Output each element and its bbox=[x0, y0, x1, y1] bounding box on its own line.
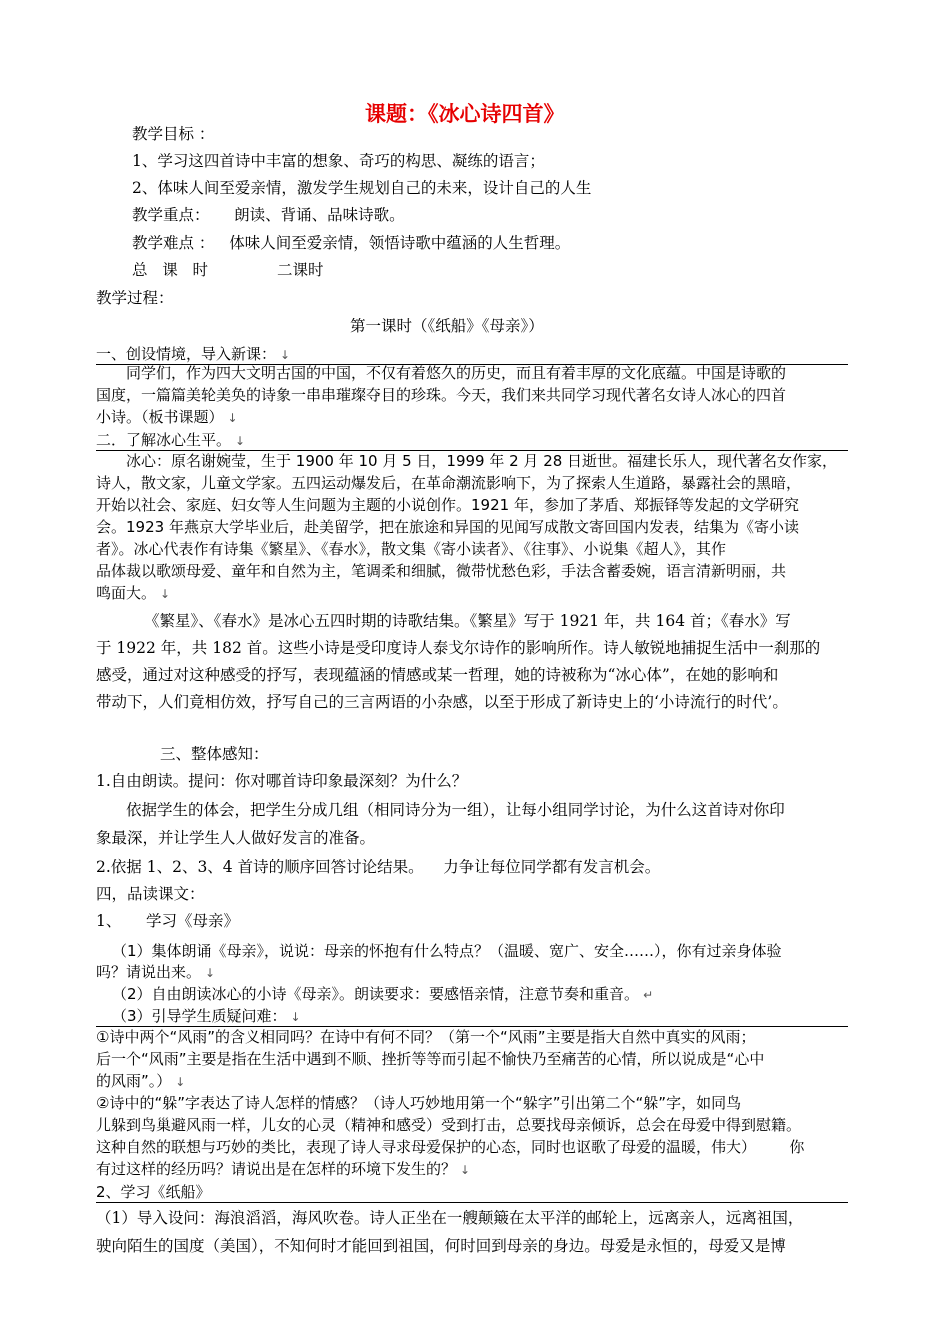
bio-line: 冰心：原名谢婉莹，生于 1900 年 10 月 5 日，1999 年 2 月 28 日逝世。福建长乐人，现代著名女作家， bbox=[126, 452, 838, 470]
section-1-line: 小诗。（板书课题） ↓ bbox=[96, 408, 238, 426]
bio-line: 者》。冰心代表作有诗集《繁星》、《春水》，散文集《寄小读者》、《往事》、小说集《超人》，其作 bbox=[96, 540, 727, 558]
paper-boat-line: 驶向陌生的国度（美国），不知何时才能回到祖国，何时回到母亲的身边。母爱是永恒的，母爱又是博 bbox=[96, 1237, 786, 1255]
lesson-1-heading: 第一课时（《纸船》《母亲》） bbox=[350, 317, 544, 335]
mother-item: 吗？请说出来。 ↓ bbox=[96, 963, 216, 981]
mother-item: 这种自然的联想与巧妙的类比，表现了诗人寻求母爱保护的心态，同时也讴歌了母爱的温暖，伟大） 你 bbox=[96, 1138, 805, 1156]
bio-line: 诗人，散文家，儿童文学家。五四运动爆发后，在革命潮流影响下，为了探索人生道路，暴露社会的黑暗， bbox=[96, 474, 802, 492]
process-label: 教学过程： bbox=[96, 289, 174, 307]
page-title: 课题：《冰心诗四首》 bbox=[365, 102, 565, 126]
bio-line: 开始以社会、家庭、妇女等人生问题为主题的小说创作。1921 年，参加了茅盾、郑振铎等发起的文学研究 bbox=[96, 496, 799, 514]
sub-heading-mother: 1、 学习《母亲》 bbox=[96, 912, 239, 930]
poetry-line: 《繁星》、《春水》是冰心五四时期的诗歌结集。《繁星》写于 1921 年，共 164 首；《春水》写 bbox=[144, 612, 791, 630]
mother-item: 儿躲到鸟巢避风雨一样，儿女的心灵（精神和感受）受到打击，总要找母亲倾诉，总会在母爱中得到慰籍。 bbox=[96, 1116, 802, 1134]
section-1-line: 同学们，作为四大文明古国的中国，不仅有着悠久的历史，而且有着丰厚的文化底蕴。中国是诗歌的 bbox=[126, 364, 787, 382]
question-1: 1.自由朗读。提问：你对哪首诗印象最深刻？为什么？ bbox=[96, 772, 468, 790]
goal-1: 1、学习这四首诗中丰富的想象、奇巧的构思、凝练的语言； bbox=[132, 152, 545, 170]
mother-item: 的风雨”。） ↓ bbox=[96, 1072, 186, 1090]
bio-line: 会。1923 年燕京大学毕业后，赴美留学，把在旅途和异国的见闻写成散文寄回国内发表，结集为《寄小读 bbox=[96, 518, 799, 536]
total-hours: 总 课 时 二课时 bbox=[132, 261, 324, 279]
mother-item: （3）引导学生质疑问难： ↓ bbox=[112, 1007, 301, 1025]
q1-para-line: 依据学生的体会，把学生分成几组（相同诗分为一组），让每小组同学讨论，为什么这首诗对你印 bbox=[126, 801, 785, 819]
mother-item: （2）自由朗读冰心的小诗《母亲》。朗读要求：要感悟亲情，注意节奏和重音。 ↵ bbox=[112, 985, 654, 1003]
goals-label: 教学目标 ： bbox=[132, 125, 215, 143]
mother-item: ①诗中两个“风雨”的含义相同吗？在诗中有何不同？（第一个“风雨”主要是指大自然中真实的风雨； bbox=[96, 1028, 756, 1046]
q1-para-line: 象最深，并让学生人人做好发言的准备。 bbox=[96, 829, 376, 847]
paper-boat-line: （1）导入设问：海浪滔滔，海风吹卷。诗人正坐在一艘颠簸在太平洋的邮轮上，远离亲人，远离祖国， bbox=[96, 1209, 804, 1227]
section-1-heading: 一、创设情境，导入新课： ↓ bbox=[96, 345, 291, 363]
mother-item: 后一个“风雨”主要是指在生活中遇到不顺、挫折等等而引起不愉快乃至痛苦的心情，所以说成是“心中 bbox=[96, 1050, 765, 1068]
poetry-line: 于 1922 年，共 182 首。这些小诗是受印度诗人泰戈尔诗作的影响所作。诗人敏锐地捕捉生活中一刹那的 bbox=[96, 639, 821, 657]
mother-item: （1）集体朗诵《母亲》，说说：母亲的怀抱有什么特点？（温暖、宽广、安全……），你有过亲身体验 bbox=[112, 942, 782, 960]
sub-heading-paper-boat: 2、学习《纸船》 bbox=[96, 1183, 211, 1201]
mother-item: ②诗中的“躲”字表达了诗人怎样的情感？（诗人巧妙地用第一个“躲字”引出第二个“躲”字，如同鸟 bbox=[96, 1094, 742, 1112]
section-2-heading: 二．了解冰心生平。 ↓ bbox=[96, 431, 246, 449]
bio-line: 品体裁以歌颂母爱、童年和自然为主，笔调柔和细腻，微带忧愁色彩，手法含蓄委婉，语言清新明丽，共 bbox=[96, 562, 787, 580]
difficulty: 教学难点 ： 体味人间至爱亲情，领悟诗歌中蕴涵的人生哲理。 bbox=[132, 234, 571, 252]
mother-item: 有过这样的经历吗？请说出是在怎样的环境下发生的？ ↓ bbox=[96, 1160, 471, 1178]
key-points: 教学重点： 朗读、背诵、品味诗歌。 bbox=[132, 206, 405, 224]
poetry-line: 带动下，人们竟相仿效，抒写自己的三言两语的小杂感，以至于形成了新诗史上的‘小诗流行的时代’。 bbox=[96, 693, 788, 711]
poetry-line: 感受，通过对这种感受的抒写，表现蕴涵的情感或某一哲理，她的诗被称为“冰心体”，在她的影响和 bbox=[96, 666, 779, 684]
section-4-heading: 四，品读课文： bbox=[96, 885, 205, 903]
section-1-line: 国度，一篇篇美轮美奂的诗象一串串璀璨夺目的珍珠。今天，我们来共同学习现代著名女诗人冰心的四首 bbox=[96, 386, 787, 404]
goal-2: 2、体味人间至爱亲情，激发学生规划自己的未来，设计自己的人生 bbox=[132, 179, 592, 197]
question-2: 2.依据 1、2、3、4 首诗的顺序回答讨论结果。 力争让每位同学都有发言机会。 bbox=[96, 858, 661, 876]
bio-line: 鸣面大。 ↓ bbox=[96, 584, 171, 602]
section-3-heading: 三、整体感知： bbox=[160, 745, 269, 763]
